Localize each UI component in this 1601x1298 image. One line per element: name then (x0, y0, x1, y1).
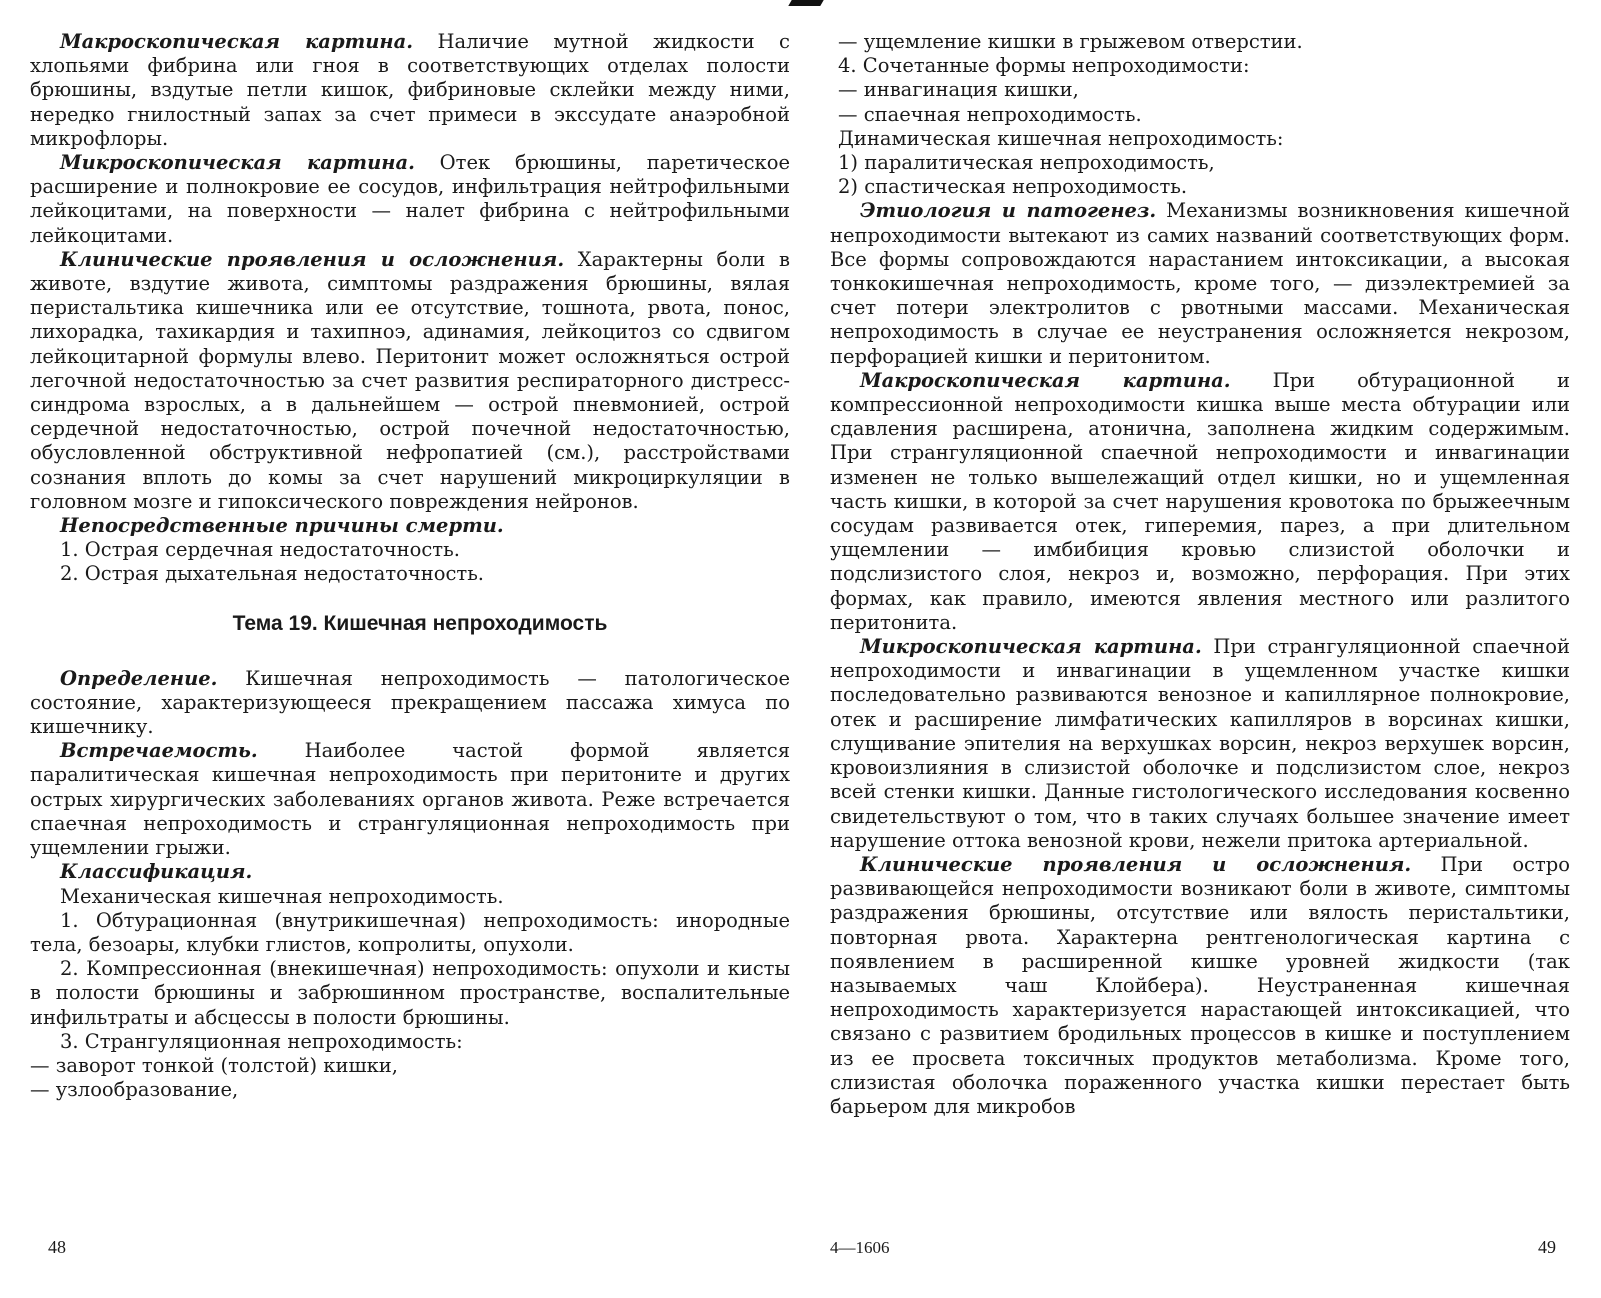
paragraph-microscopic (30, 151, 790, 248)
classification-item: 3. Странгуляционная непроходимость: (60, 1029, 463, 1053)
paragraph-text: При остро развивающейся непроходимости возникают боли в животе, симптомы раздражения брюшины, отсутствие или вялость перистальтики, повторная рвота. Характерна рентгенологическая картина с появлением в расширенной кишке уровней жидкости (так называемых чаш Клойбера). Неустраненная кишечная непроходимость характеризуется нарастающей интоксикацией, что связано с развитием бродильных процессов в кишке и поступлением из ее просвета токсичных продуктов метаболизма. Кроме того, слизистая оболочка пораженного участка кишки перестает быть барьером для микробов (830, 852, 1570, 1118)
paragraph-etiology (830, 199, 1570, 368)
page-number-left: 48 (48, 1237, 66, 1257)
dash-item: — спаечная непроходимость. (838, 102, 1142, 126)
paragraph-text: Наличие мутной жидкости с хлопьями фибрина или гноя в соответствующих отделах полости брюшины, вздутые петли кишок, фибриновые склейки между ними, нередко гнилостный запах за счет примеси в экссудате анаэробной микрофлоры. (30, 30, 790, 150)
paragraph-classification (30, 860, 790, 884)
paragraph-clinical (30, 248, 790, 514)
paragraph-label: Микроскопическая картина. (860, 635, 1202, 659)
paragraph-text: Отек брюшины, паретическое расширение и полнокровие ее сосудов, инфильтрация нейтрофильными лейкоцитами, на поверхности — налет фибрина с нейтрофильными лейкоцитами. (30, 151, 791, 247)
classification-line: Механическая кишечная непроходимость. (60, 884, 504, 908)
list-item: 1. Острая сердечная недостаточность. (60, 538, 460, 562)
paragraph-macroscopic (30, 30, 790, 151)
section-heading: Тема 19. Кишечная непроходимость (232, 611, 608, 635)
dash-item: — узлообразование, (30, 1078, 239, 1102)
right-page (830, 30, 1570, 1258)
paragraph-label: Клинические проявления и осложнения. (60, 247, 565, 271)
list-item: 2. Острая дыхательная недостаточность. (60, 562, 485, 586)
list-item: 1) паралитическая непроходимость, (838, 151, 1215, 175)
paragraph-label: Классификация. (60, 860, 253, 884)
list-item: 2) спастическая непроходимость. (838, 175, 1188, 199)
classification-item: 2. Компрессионная (внекишечная) непроходимость: опухоли и кисты в полости брюшины и забрюшинном пространстве, воспалительные инфильтраты и абсцессы в полости брюшины. (30, 957, 790, 1029)
paragraph-text: Кишечная непроходимость — патологическое состояние, характеризующееся прекращением пассажа химуса по кишечнику. (30, 666, 790, 739)
paragraph-microscopic (830, 635, 1570, 853)
paragraph-label: Клинические проявления и осложнения. (860, 852, 1412, 876)
paragraph-label: Микроскопическая картина. (60, 151, 415, 175)
paragraph-text: При обтурационной и компрессионной непроходимости кишка выше места обтурации или сдавления расширена, атонична, заполнена жидким содержимым. При странгуляционной спаечной непроходимости и инвагинации изменен не только вышележащий отдел кишки, но и ущемленная часть кишки, в которой за счет нарушения кровотока по брыжеечным сосудам развивается отек, гиперемия, парез, а при длительном ущемлении — имбибиция кровью слизистой оболочки и подслизистого слоя, некроз и, возможно, перфорация. При этих формах, как правило, имеются явления местного или разлитого перитонита. (830, 368, 1570, 634)
paragraph-label: Макроскопическая картина. (860, 368, 1231, 392)
paragraph-text: Наиболее частой формой является паралитическая кишечная непроходимость при перитоните и других острых хирургических заболеваниях органов живота. Реже встречается спаечная непроходимость и странгуляционная непроходимость при ущемлении грыжи. (30, 739, 790, 860)
paragraph-text: При странгуляционной спаечной непроходимости и инвагинации в ущемленном участке кишки последовательно развиваются венозное и капиллярное полнокровие, отек и расширение лимфатических капилляров в ворсинах кишки, слущивание эпителия на верхушках ворсин, некроз верхушек ворсин, кровоизлияния в слизистой оболочке и подслизистом слое, некроз всей стенки кишки. Данные гистологического исследования косвенно свидетельствуют о том, что в таких случаях большее значение имеет нарушение оттока венозной крови, нежели притока артериальной. (830, 635, 1570, 852)
paragraph-macroscopic (830, 369, 1570, 635)
binding-mark (788, 0, 823, 6)
paragraph-label: Макроскопическая картина. (60, 30, 414, 53)
classification-line: Динамическая кишечная непроходимость: (838, 126, 1284, 150)
paragraph-occurrence (30, 739, 790, 860)
paragraph-definition (30, 667, 790, 740)
paragraph-text: Характерны боли в животе, вздутие живота, симптомы раздражения брюшины, вялая перистальтика кишечника или ее отсутствие, тошнота, рвота, понос, лихорадка, тахикардия и тахипноэ, адинамия, лейкоцитоз со сдвигом лейкоцитарной формулы влево. Перитонит может осложняться острой легочной недостаточностью за счет развития респираторного дистресс-синдрома взрослых, а в дальнейшем — острой пневмонией, острой сердечной недостаточностью, острой почечной недостаточностью, обусловленной обструктивной нефропатией (см.), расстройствами сознания вплоть до комы за счет нарушений микроциркуляции в головном мозге и гипоксического повреждения нейронов. (30, 247, 790, 513)
left-page (30, 30, 790, 1258)
printer-signature: 4—1606 (830, 1238, 890, 1257)
paragraph-label: Непосредственные причины смерти. (60, 514, 504, 538)
paragraph-death-causes (30, 514, 790, 538)
paragraph-text: Механизмы возникновения кишечной непроходимости вытекают из самих названий соответствующих форм. Все формы сопровождаются нарастанием интоксикации, а высокая тонкокишечная непроходимость, кроме того, — дизэлектремией за счет потери электролитов с рвотными массами. Механическая непроходимость в случае ее неустранения осложняется некрозом, перфорацией кишки и перитонитом. (830, 199, 1570, 368)
paragraph-label: Встречаемость. (60, 739, 258, 763)
dash-item: — заворот тонкой (толстой) кишки, (30, 1053, 399, 1077)
classification-item: 4. Сочетанные формы непроходимости: (838, 54, 1250, 78)
paragraph-clinical (830, 853, 1570, 1119)
paragraph-label: Этиология и патогенез. (860, 199, 1157, 223)
dash-item: — инвагинация кишки, (838, 78, 1079, 102)
page-number-right: 49 (1538, 1237, 1556, 1257)
paragraph-label: Определение. (60, 666, 218, 690)
classification-item: 1. Обтурационная (внутрикишечная) непроходимость: инородные тела, безоары, клубки глистов, копролиты, опухоли. (30, 908, 790, 956)
dash-item: — ущемление кишки в грыжевом отверстии. (838, 30, 1303, 53)
